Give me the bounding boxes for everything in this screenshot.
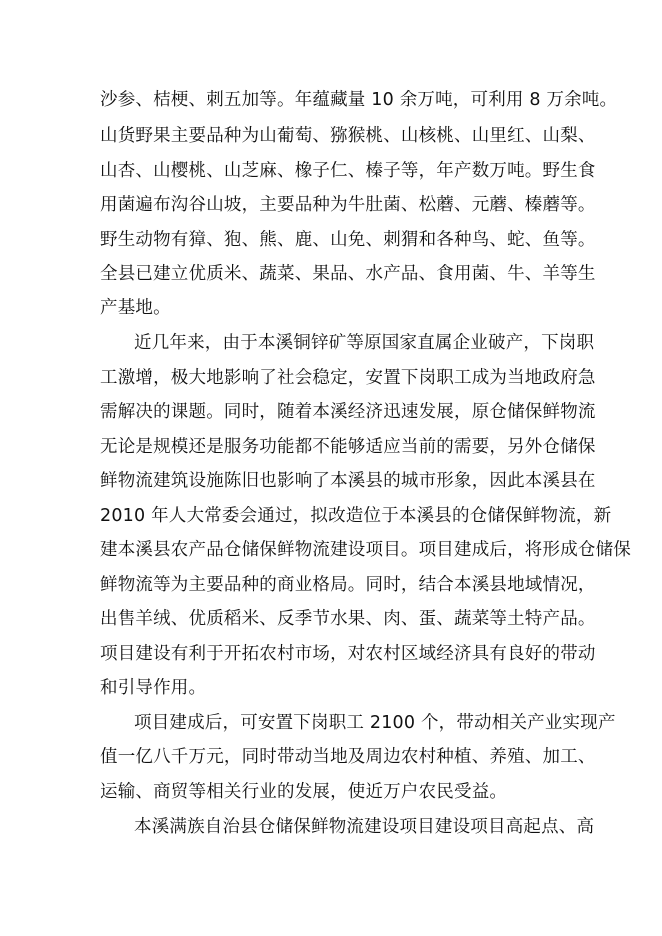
text-line: 和引导作用。 xyxy=(100,678,207,698)
text-line: 运输、商贸等相关行业的发展，使近万户农民受益。 xyxy=(100,782,508,802)
text-line: 工激增，极大地影响了社会稳定，安置下岗职工成为当地政府急 xyxy=(100,368,596,388)
text-line: 鲜物流建筑设施陈旧也影响了本溪县的城市形象，因此本溪县在 xyxy=(100,471,596,491)
text-line: 值一亿八千万元，同时带动当地及周边农村种植、养殖、加工、 xyxy=(100,747,596,767)
text-line: 山杏、山樱桃、山芝麻、橡子仁、榛子等，年产数万吨。野生食 xyxy=(100,161,596,181)
text-line: 野生动物有獐、狍、熊、鹿、山免、刺猬和各种鸟、蛇、鱼等。 xyxy=(100,230,596,250)
text-line: 建本溪县农产品仓储保鲜物流建设项目。项目建成后，将形成仓储保 xyxy=(100,540,631,560)
text-line: 出售羊绒、优质稻米、反季节水果、肉、蛋、蔬菜等土特产品。 xyxy=(100,609,596,629)
paragraph-first-line: 近几年来，由于本溪铜锌矿等原国家直属企业破产，下岗职 xyxy=(134,333,595,353)
text-line: 无论是规模还是服务功能都不能够适应当前的需要，另外仓储保 xyxy=(100,437,596,457)
text-line: 2010 年人大常委会通过，拟改造位于本溪县的仓储保鲜物流，新 xyxy=(100,506,612,526)
text-line: 山货野果主要品种为山葡萄、猕猴桃、山核桃、山里红、山梨、 xyxy=(100,126,596,146)
text-line: 需解决的课题。同时，随着本溪经济迅速发展，原仓储保鲜物流 xyxy=(100,402,596,422)
text-line: 鲜物流等为主要品种的商业格局。同时，结合本溪县地域情况， xyxy=(100,575,596,595)
text-line: 项目建设有利于开拓农村市场，对农村区域经济具有良好的带动 xyxy=(100,644,596,664)
paragraph-first-line: 项目建成后，可安置下岗职工 2100 个，带动相关产业实现产 xyxy=(134,713,616,733)
text-line: 全县已建立优质米、蔬菜、果品、水产品、食用菌、牛、羊等生 xyxy=(100,264,596,284)
text-line: 用菌遍布沟谷山坡，主要品种为牛肚菌、松蘑、元蘑、榛蘑等。 xyxy=(100,195,596,215)
text-line: 沙参、桔梗、刺五加等。年蕴藏量 10 余万吨，可利用 8 万余吨。 xyxy=(100,90,618,110)
paragraph-first-line: 本溪满族自治县仓储保鲜物流建设项目建设项目高起点、高 xyxy=(134,817,595,837)
text-line: 产基地。 xyxy=(100,298,171,318)
